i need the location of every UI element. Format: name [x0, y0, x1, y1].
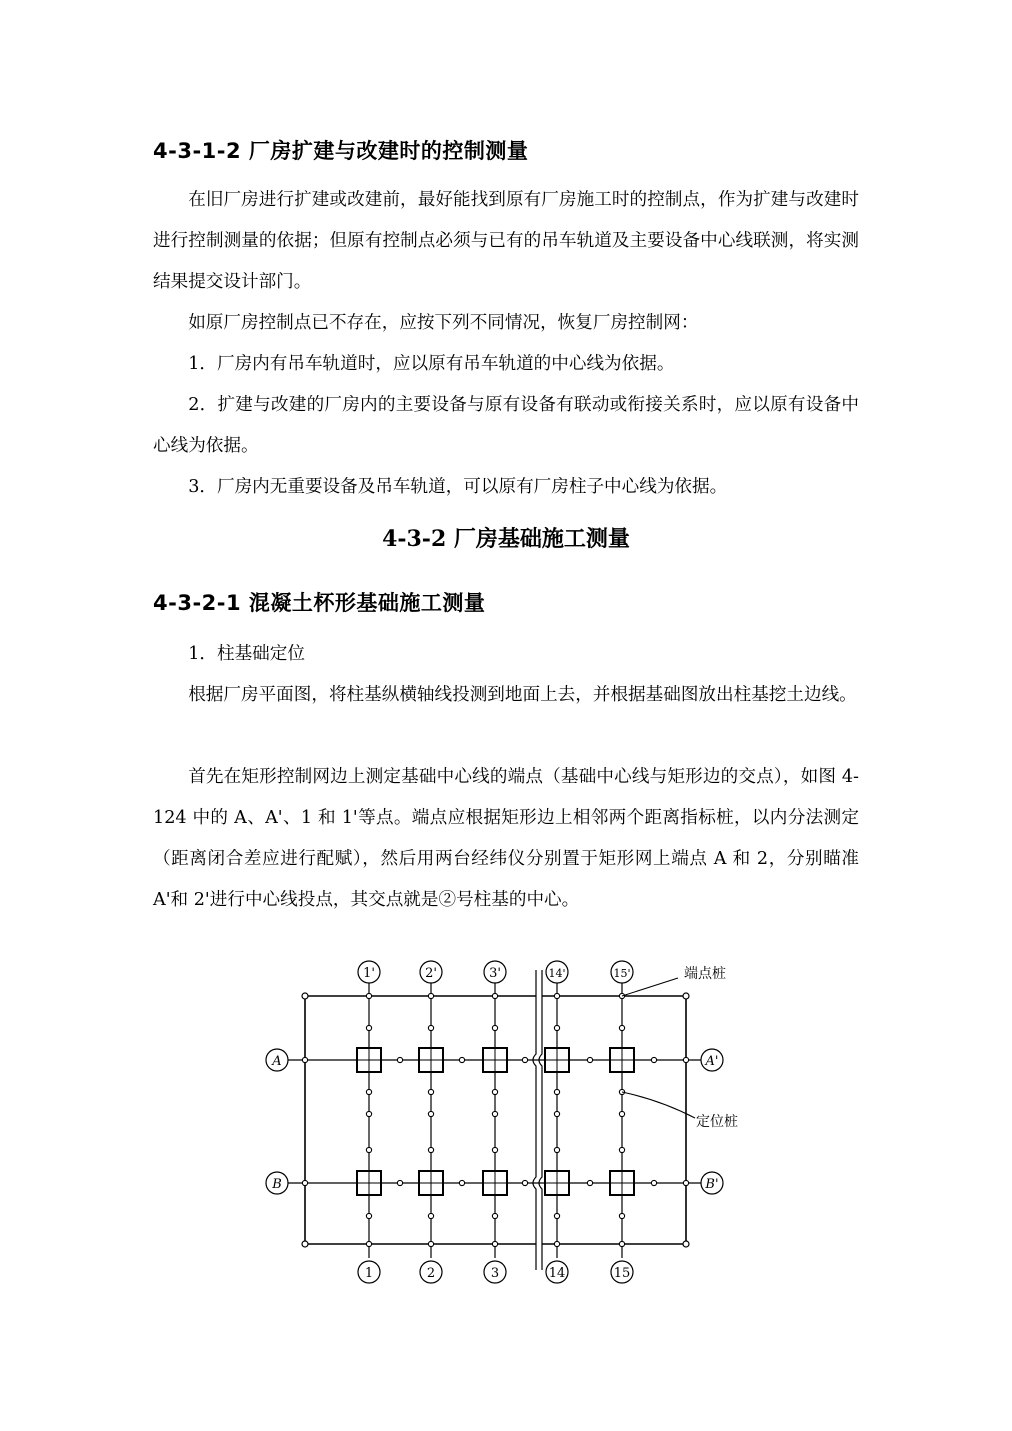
locating-peg — [554, 1213, 559, 1218]
row-label-left: A — [272, 1054, 282, 1069]
column-label-top: 3' — [489, 966, 501, 981]
locating-peg — [366, 1025, 371, 1030]
locating-peg — [302, 1180, 307, 1185]
network-corner-peg — [302, 1241, 308, 1247]
locating-peg — [554, 1147, 559, 1152]
subheading-column-foundation-positioning: 1．柱基础定位 — [188, 644, 305, 664]
locating-peg — [492, 1213, 497, 1218]
paragraph-axis-projection: 根据厂房平面图，将柱基纵横轴线投测到地面上去，并根据基础图放出柱基挖土边线。 — [188, 685, 857, 705]
locating-peg — [492, 1147, 497, 1152]
column-label-bottom: 14 — [548, 1266, 566, 1281]
paragraph-restore: 如原厂房控制点已不存在，应按下列不同情况，恢复厂房控制网： — [188, 313, 699, 333]
locating-peg — [492, 1025, 497, 1030]
locating-peg — [428, 1111, 433, 1116]
column-label-bottom: 1 — [364, 1266, 374, 1281]
locating-peg — [366, 1089, 371, 1094]
locating-peg — [587, 1180, 592, 1185]
row-label-left: B — [272, 1177, 282, 1192]
network-corner-peg — [683, 993, 689, 999]
locating-peg — [651, 1180, 656, 1185]
callout-locating-stake: 定位桩 — [696, 1114, 738, 1130]
column-label-top: 15' — [613, 967, 631, 980]
paragraph-endpoint-method: 首先在矩形控制网边上测定基础中心线的端点（基础中心线与矩形边的交点），如图 4-124 中的 A、A'、1 和 1'等点。端点应根据矩形边上相邻两个距离指标桩，以内分法测定（距离闭合差应进行配赋），然后用两台经纬仪分别置于矩形网上端点 A 和 2，分别瞄准 A'和 2'进行中心线投点，其交点就是②号柱基的中心。 — [153, 767, 859, 910]
callout-endpoint-stake: 端点桩 — [684, 966, 726, 982]
list-item-3: 3．厂房内无重要设备及吊车轨道，可以原有厂房柱子中心线为依据。 — [188, 477, 728, 497]
row-label-right: B' — [705, 1177, 719, 1192]
locating-peg — [397, 1057, 402, 1062]
locating-peg — [459, 1180, 464, 1185]
locating-peg — [397, 1180, 402, 1185]
locating-peg — [366, 993, 371, 998]
section-heading-4-3-2: 4-3-2 厂房基础施工测量 — [382, 526, 630, 552]
column-label-bottom: 15 — [613, 1266, 631, 1281]
locating-peg — [302, 1057, 307, 1062]
locating-peg — [619, 1147, 624, 1152]
control-network-left-side — [305, 996, 536, 1244]
locating-peg — [554, 1241, 559, 1246]
locating-peg — [492, 1241, 497, 1246]
locating-peg — [619, 1241, 624, 1246]
locating-peg — [492, 1111, 497, 1116]
list-item-2: 2．扩建与改建的厂房内的主要设备与原有设备有联动或衔接关系时，应以原有设备中心线为依据。 — [153, 395, 859, 456]
locating-peg — [428, 1147, 433, 1152]
locating-peg — [554, 993, 559, 998]
locating-peg — [619, 1111, 624, 1116]
locating-peg — [492, 1089, 497, 1094]
figure-4-124-control-network — [250, 950, 770, 1295]
locating-peg — [428, 993, 433, 998]
locating-peg — [522, 1180, 527, 1185]
endpoint-callout-leader — [622, 978, 678, 996]
locating-peg — [492, 993, 497, 998]
column-label-top: 1' — [363, 966, 375, 981]
row-label-right: A' — [705, 1054, 719, 1069]
section-heading-4-3-1-2: 4-3-1-2 厂房扩建与改建时的控制测量 — [153, 139, 529, 163]
locating-peg — [683, 1057, 688, 1062]
locating-peg — [619, 1213, 624, 1218]
locating-peg — [428, 1213, 433, 1218]
locating-peg — [587, 1057, 592, 1062]
paragraph-intro: 在旧厂房进行扩建或改建前，最好能找到原有厂房施工时的控制点，作为扩建与改建时进行控制测量的依据；但原有控制点必须与已有的吊车轨道及主要设备中心线联测，将实测结果提交设计部门。 — [153, 190, 859, 292]
locating-peg — [619, 1025, 624, 1030]
locating-peg — [366, 1111, 371, 1116]
locating-peg — [683, 1180, 688, 1185]
locating-peg — [428, 1241, 433, 1246]
locating-peg — [366, 1241, 371, 1246]
locating-callout-leader — [622, 1092, 695, 1118]
locating-peg — [366, 1147, 371, 1152]
locating-peg — [522, 1057, 527, 1062]
column-label-bottom: 2 — [426, 1266, 436, 1281]
column-label-bottom: 3 — [490, 1266, 500, 1281]
network-corner-peg — [302, 993, 308, 999]
column-label-top: 2' — [425, 966, 437, 981]
locating-peg — [459, 1057, 464, 1062]
locating-peg — [366, 1213, 371, 1218]
locating-peg — [554, 1111, 559, 1116]
network-corner-peg — [683, 1241, 689, 1247]
locating-peg — [428, 1089, 433, 1094]
locating-peg — [554, 1089, 559, 1094]
section-heading-4-3-2-1: 4-3-2-1 混凝土杯形基础施工测量 — [153, 591, 486, 615]
locating-peg — [554, 1025, 559, 1030]
locating-peg — [428, 1025, 433, 1030]
break-line — [539, 970, 542, 1270]
locating-peg — [651, 1057, 656, 1062]
break-line — [533, 970, 536, 1270]
column-label-top: 14' — [548, 967, 566, 980]
control-network-right-side — [542, 996, 686, 1244]
list-item-1: 1．厂房内有吊车轨道时，应以原有吊车轨道的中心线为依据。 — [188, 354, 675, 374]
